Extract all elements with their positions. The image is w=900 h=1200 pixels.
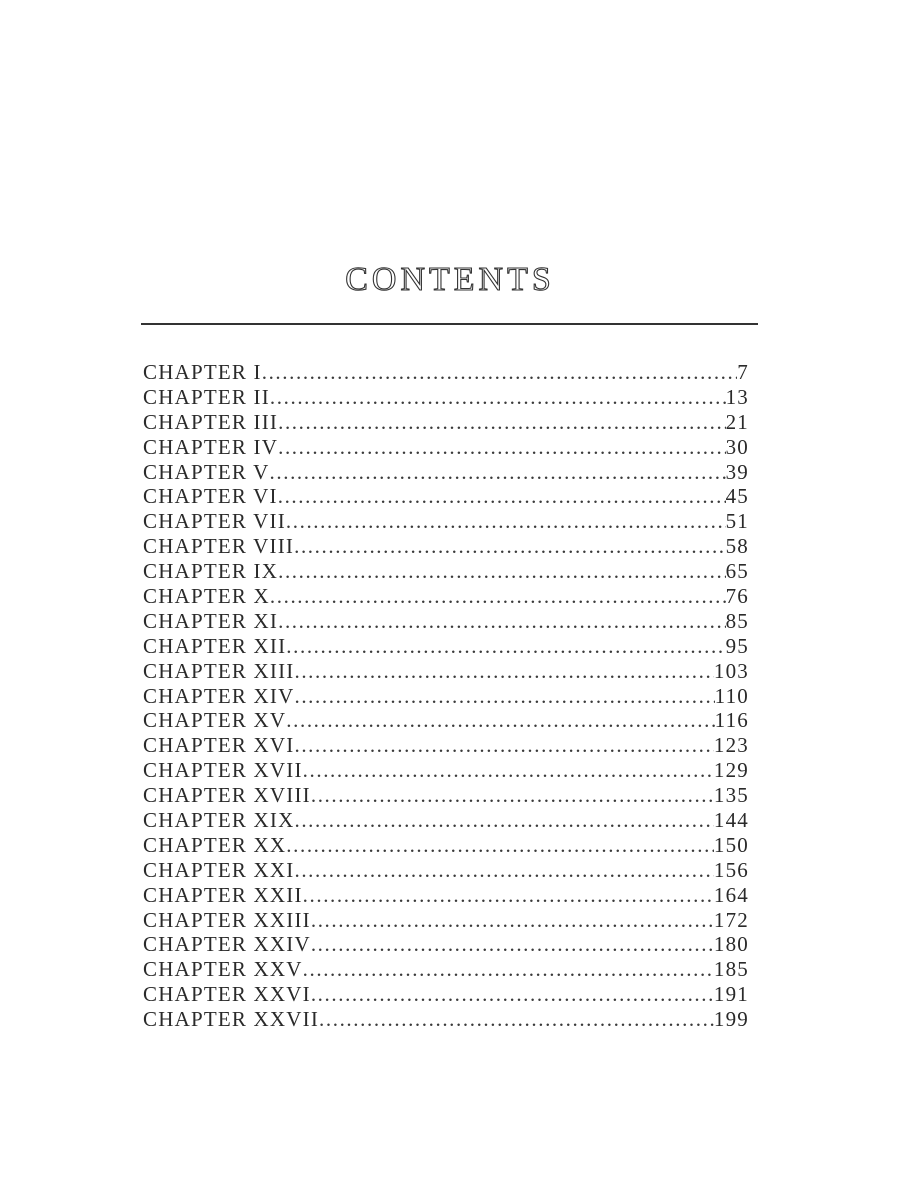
- toc-entry: [143, 559, 749, 584]
- dot-leader: [311, 783, 714, 808]
- toc-entry: [143, 783, 749, 808]
- page-number: 13: [725, 384, 749, 409]
- chapter-label: CHAPTER II: [143, 384, 270, 409]
- chapter-label: CHAPTER I: [143, 360, 262, 384]
- chapter-label: CHAPTER XX: [143, 832, 287, 857]
- page-number: 172: [713, 907, 749, 932]
- toc-entry: [143, 584, 749, 609]
- toc-entry: [143, 957, 749, 982]
- dot-leader: [294, 808, 713, 833]
- page-number: 156: [713, 857, 749, 882]
- page-number: 58: [725, 534, 749, 559]
- page-number: 129: [713, 758, 749, 783]
- toc-entry: [143, 659, 749, 684]
- dot-leader: [294, 858, 713, 883]
- chapter-label: CHAPTER IV: [143, 434, 279, 459]
- dot-leader: [286, 833, 714, 858]
- toc-entry: [143, 982, 749, 1007]
- chapter-label: CHAPTER XVI: [143, 733, 295, 758]
- toc-entry: [143, 360, 749, 385]
- dot-leader: [311, 982, 714, 1007]
- dot-leader: [294, 733, 713, 758]
- dot-leader: [319, 1007, 714, 1032]
- toc-entry: [143, 858, 749, 883]
- chapter-label: CHAPTER VI: [143, 484, 278, 509]
- toc-entry: [143, 908, 749, 933]
- page-number: 191: [713, 982, 749, 1007]
- toc-entry: [143, 609, 749, 634]
- toc-entry: [143, 484, 749, 509]
- chapter-label: CHAPTER XV: [143, 708, 287, 733]
- dot-leader: [270, 584, 726, 609]
- page-number: 164: [713, 882, 749, 907]
- chapter-label: CHAPTER XIX: [143, 808, 295, 833]
- dot-leader: [278, 484, 726, 509]
- chapter-label: CHAPTER XII: [143, 633, 287, 658]
- page-number: 85: [725, 608, 749, 633]
- page-number: 95: [725, 633, 749, 658]
- toc-entry: [143, 509, 749, 534]
- toc-entry: [143, 684, 749, 709]
- toc-entry: [143, 385, 749, 410]
- dot-leader: [262, 360, 738, 385]
- page-number: 39: [725, 459, 749, 484]
- dot-leader: [270, 385, 726, 410]
- page-number: 144: [713, 808, 749, 833]
- dot-leader: [270, 460, 726, 485]
- page-number: 76: [725, 584, 749, 609]
- chapter-label: CHAPTER XVIII: [143, 783, 311, 808]
- dot-leader: [303, 883, 714, 908]
- dot-leader: [294, 534, 725, 559]
- page-number: 116: [714, 708, 749, 733]
- toc-entry: [143, 833, 749, 858]
- chapter-label: CHAPTER XIII: [143, 658, 295, 683]
- toc-entry: [143, 733, 749, 758]
- chapter-label: CHAPTER XXIII: [143, 907, 311, 932]
- chapter-label: CHAPTER XXII: [143, 882, 303, 907]
- dot-leader: [303, 758, 714, 783]
- toc-entry: [143, 808, 749, 833]
- page-number: 180: [713, 932, 749, 957]
- page-number: 135: [713, 783, 749, 808]
- page-number: 65: [725, 559, 749, 584]
- chapter-label: CHAPTER VIII: [143, 534, 295, 559]
- chapter-label: CHAPTER XXI: [143, 857, 295, 882]
- dot-leader: [294, 659, 713, 684]
- page-number: 185: [713, 957, 749, 982]
- toc-entry: [143, 534, 749, 559]
- table-of-contents: [143, 360, 749, 1032]
- page-number: 51: [725, 509, 749, 534]
- toc-entry: [143, 932, 749, 957]
- chapter-label: CHAPTER III: [143, 409, 279, 434]
- chapter-label: CHAPTER V: [143, 459, 270, 484]
- title-divider: [141, 323, 758, 325]
- page-number: 150: [713, 832, 749, 857]
- toc-entry: [143, 758, 749, 783]
- chapter-label: CHAPTER XVII: [143, 758, 303, 783]
- chapter-label: CHAPTER XXIV: [143, 932, 311, 957]
- chapter-label: CHAPTER XXVI: [143, 982, 311, 1007]
- dot-leader: [278, 435, 726, 460]
- dot-leader: [278, 559, 726, 584]
- toc-entry: [143, 410, 749, 435]
- dot-leader: [286, 634, 725, 659]
- dot-leader: [286, 509, 726, 534]
- dot-leader: [294, 684, 714, 709]
- dot-leader: [278, 410, 725, 435]
- chapter-label: CHAPTER XIV: [143, 683, 295, 708]
- dot-leader: [311, 908, 714, 933]
- chapter-label: CHAPTER XXVII: [143, 1007, 320, 1032]
- page-number: 123: [713, 733, 749, 758]
- toc-entry: [143, 708, 749, 733]
- dot-leader: [311, 932, 714, 957]
- page-number: 45: [725, 484, 749, 509]
- dot-leader: [278, 609, 726, 634]
- page-number: 30: [725, 434, 749, 459]
- page-title: CONTENTS: [345, 261, 555, 298]
- chapter-label: CHAPTER XI: [143, 608, 279, 633]
- dot-leader: [303, 957, 714, 982]
- chapter-label: CHAPTER XXV: [143, 957, 303, 982]
- toc-entry: [143, 634, 749, 659]
- page-number: 199: [713, 1007, 749, 1032]
- toc-entry: [143, 883, 749, 908]
- dot-leader: [286, 708, 714, 733]
- page-number: 21: [725, 409, 749, 434]
- chapter-label: CHAPTER VII: [143, 509, 286, 534]
- toc-entry: [143, 460, 749, 485]
- chapter-label: CHAPTER X: [143, 584, 270, 609]
- page-number: 110: [714, 683, 749, 708]
- toc-entry: [143, 1007, 749, 1032]
- chapter-label: CHAPTER IX: [143, 559, 279, 584]
- page-number: 7: [737, 360, 749, 384]
- toc-entry: [143, 435, 749, 460]
- page-number: 103: [713, 658, 749, 683]
